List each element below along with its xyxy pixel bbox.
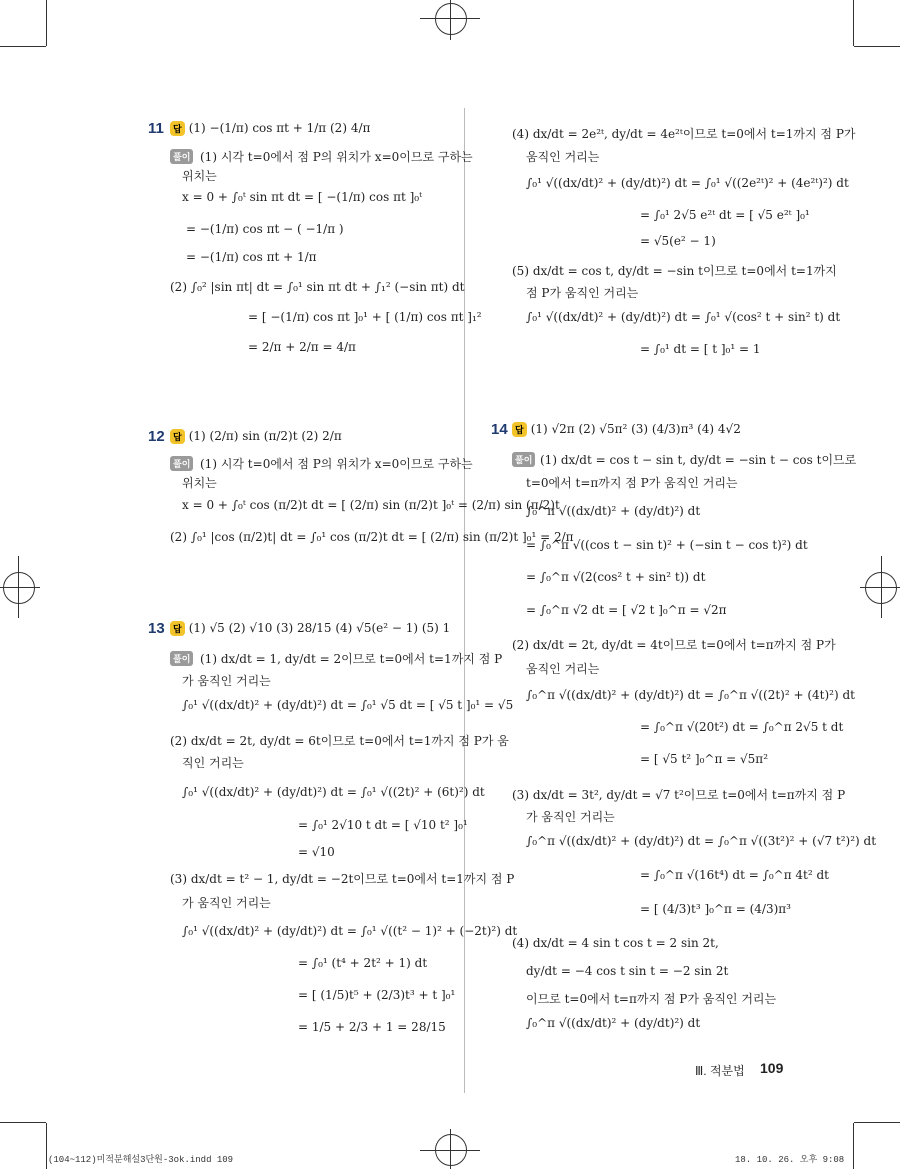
crop-mark bbox=[854, 1122, 900, 1123]
solution-line: = ∫₀¹ (t⁴ + 2t² + 1) dt bbox=[298, 956, 428, 970]
crop-mark bbox=[853, 1123, 854, 1169]
page-number: 109 bbox=[760, 1060, 784, 1076]
answer-text: (1) √5 (2) √10 (3) 28/15 (4) √5(e² − 1) (5) 1 bbox=[188, 621, 451, 635]
problem-number: 13 bbox=[148, 620, 165, 637]
answer-badge: 답 bbox=[170, 621, 185, 636]
solution-line: = [ √5 t² ]₀^π = √5π² bbox=[640, 752, 769, 766]
crop-mark bbox=[0, 46, 46, 47]
solution-line: ∫₀^π √((dx/dt)² + (dy/dt)²) dt = ∫₀^π √((2t)² + (4t)²) dt bbox=[526, 688, 855, 702]
registration-mark bbox=[860, 587, 900, 588]
crop-mark bbox=[854, 46, 900, 47]
registration-mark bbox=[450, 0, 451, 40]
solution-line: = ∫₀^π √2 dt = [ √2 t ]₀^π = √2π bbox=[526, 603, 727, 617]
problem-number: 12 bbox=[148, 428, 165, 445]
solution-line: 위치는 bbox=[182, 169, 217, 183]
solution-badge: 풀이 bbox=[170, 456, 193, 471]
solution-line: 움직인 거리는 bbox=[526, 662, 600, 676]
answer-badge: 답 bbox=[170, 121, 185, 136]
solution-line: 움직인 거리는 bbox=[526, 150, 600, 164]
answer-line bbox=[512, 422, 741, 437]
solution-line: = √10 bbox=[298, 845, 335, 859]
solution-line: (1) dx/dt = 1, dy/dt = 2이므로 t=0에서 t=1까지 점 P bbox=[200, 652, 503, 666]
answer-text: (1) √2π (2) √5π² (3) (4/3)π³ (4) 4√2 bbox=[530, 422, 741, 436]
solution-line: (2) dx/dt = 2t, dy/dt = 6t이므로 t=0에서 t=1까지 점 P가 움 bbox=[170, 734, 509, 748]
solution-line: x = 0 + ∫₀ᵗ sin πt dt = [ −(1/π) cos πt ]₀ᵗ bbox=[182, 190, 423, 204]
file-slug: (104~112)미적분해설3단원-3ok.indd 109 bbox=[48, 1155, 234, 1165]
solution-line: 가 움직인 거리는 bbox=[526, 810, 615, 824]
crop-mark bbox=[0, 1122, 46, 1123]
section-title: Ⅲ. 적분법 bbox=[695, 1064, 745, 1078]
solution-line: ∫₀^π √((dx/dt)² + (dy/dt)²) dt = ∫₀^π √((3t²)² + (√7 t²)²) dt bbox=[526, 834, 877, 848]
solution-line: ∫₀^π √((dx/dt)² + (dy/dt)²) dt bbox=[526, 1016, 701, 1030]
answer-line bbox=[170, 121, 370, 136]
solution-label bbox=[512, 452, 539, 467]
solution-line: = ∫₀^π √((cos t − sin t)² + (−sin t − cos t)²) dt bbox=[526, 538, 808, 552]
solution-line: (3) dx/dt = 3t², dy/dt = √7 t²이므로 t=0에서 t=π까지 점 P bbox=[512, 788, 846, 802]
column-divider bbox=[464, 108, 465, 1093]
problem-number: 11 bbox=[148, 120, 164, 137]
registration-mark bbox=[3, 572, 35, 604]
problem-number: 14 bbox=[491, 421, 508, 438]
solution-line: = −(1/π) cos πt − ( −1/π ) bbox=[186, 222, 344, 236]
solution-line: (4) dx/dt = 2e²ᵗ, dy/dt = 4e²ᵗ이므로 t=0에서 t=1까지 점 P가 bbox=[512, 127, 856, 141]
solution-line: = −(1/π) cos πt + 1/π bbox=[186, 250, 317, 264]
solution-line: = [ (1/5)t⁵ + (2/3)t³ + t ]₀¹ bbox=[298, 988, 456, 1002]
crop-mark bbox=[46, 1123, 47, 1169]
solution-line: = 2/π + 2/π = 4/π bbox=[248, 340, 356, 354]
answer-text: (1) (2/π) sin (π/2)t (2) 2/π bbox=[188, 429, 342, 443]
solution-label bbox=[170, 149, 197, 164]
solution-line: dy/dt = −4 cos t sin t = −2 sin 2t bbox=[526, 964, 729, 978]
solution-label bbox=[170, 651, 197, 666]
solution-line: (2) ∫₀² |sin πt| dt = ∫₀¹ sin πt dt + ∫₁² (−sin πt) dt bbox=[170, 280, 465, 294]
answer-badge: 답 bbox=[170, 429, 185, 444]
solution-line: 가 움직인 거리는 bbox=[182, 674, 271, 688]
solution-line: = 1/5 + 2/3 + 1 = 28/15 bbox=[298, 1020, 446, 1034]
solution-line: 가 움직인 거리는 bbox=[182, 896, 271, 910]
solution-line: (4) dx/dt = 4 sin t cos t = 2 sin 2t, bbox=[512, 936, 719, 950]
solution-line: ∫₀¹ √((dx/dt)² + (dy/dt)²) dt = ∫₀¹ √((2t)² + (6t)²) dt bbox=[182, 785, 485, 799]
solution-line: (1) 시각 t=0에서 점 P의 위치가 x=0이므로 구하는 bbox=[200, 150, 473, 164]
solution-line: = [ −(1/π) cos πt ]₀¹ + [ (1/π) cos πt ]₁² bbox=[248, 310, 482, 324]
solution-line: (5) dx/dt = cos t, dy/dt = −sin t이므로 t=0에서 t=1까지 bbox=[512, 264, 837, 278]
answer-line bbox=[170, 621, 450, 636]
solution-badge: 풀이 bbox=[170, 651, 193, 666]
solution-line: x = 0 + ∫₀ᵗ cos (π/2)t dt = [ (2/π) sin (π/2)t ]₀ᵗ = (2/π) sin (π/2)t bbox=[182, 498, 560, 512]
registration-mark bbox=[435, 3, 467, 35]
solution-line: = ∫₀^π √(20t²) dt = ∫₀^π 2√5 t dt bbox=[640, 720, 844, 734]
answer-text: (1) −(1/π) cos πt + 1/π (2) 4/π bbox=[188, 121, 371, 135]
solution-line: ∫₀¹ √((dx/dt)² + (dy/dt)²) dt = ∫₀¹ √(cos² t + sin² t) dt bbox=[526, 310, 841, 324]
solution-line: (3) dx/dt = t² − 1, dy/dt = −2t이므로 t=0에서 t=1까지 점 P bbox=[170, 872, 515, 886]
solution-line: ∫₀^π √((dx/dt)² + (dy/dt)²) dt bbox=[526, 504, 701, 518]
solution-line: (2) ∫₀¹ |cos (π/2)t| dt = ∫₀¹ cos (π/2)t dt = [ (2/π) sin (π/2)t ]₀¹ = 2/π bbox=[170, 530, 574, 544]
solution-line: t=0에서 t=π까지 점 P가 움직인 거리는 bbox=[526, 476, 738, 490]
print-timestamp: 18. 10. 26. 오후 9:08 bbox=[735, 1155, 845, 1165]
solution-badge: 풀이 bbox=[170, 149, 193, 164]
solution-line: (1) dx/dt = cos t − sin t, dy/dt = −sin t − cos t이므로 bbox=[540, 453, 857, 467]
solution-line: = [ (4/3)t³ ]₀^π = (4/3)π³ bbox=[640, 902, 791, 916]
solution-line: ∫₀¹ √((dx/dt)² + (dy/dt)²) dt = ∫₀¹ √((t² − 1)² + (−2t)²) dt bbox=[182, 924, 518, 938]
solution-line: ∫₀¹ √((dx/dt)² + (dy/dt)²) dt = ∫₀¹ √5 dt = [ √5 t ]₀¹ = √5 bbox=[182, 698, 514, 712]
solution-line: = √5(e² − 1) bbox=[640, 234, 716, 248]
solution-line: (1) 시각 t=0에서 점 P의 위치가 x=0이므로 구하는 bbox=[200, 457, 473, 471]
solution-badge: 풀이 bbox=[512, 452, 535, 467]
registration-mark bbox=[0, 587, 40, 588]
solution-line: (2) dx/dt = 2t, dy/dt = 4t이므로 t=0에서 t=π까지 점 P가 bbox=[512, 638, 836, 652]
crop-mark bbox=[46, 0, 47, 46]
solution-line: = ∫₀¹ 2√10 t dt = [ √10 t² ]₀¹ bbox=[298, 818, 468, 832]
solution-label bbox=[170, 456, 197, 471]
solution-line: 직인 거리는 bbox=[182, 756, 244, 770]
solution-line: = ∫₀¹ dt = [ t ]₀¹ = 1 bbox=[640, 342, 761, 356]
answer-line bbox=[170, 429, 342, 444]
solution-line: = ∫₀^π √(16t⁴) dt = ∫₀^π 4t² dt bbox=[640, 868, 830, 882]
solution-line: 점 P가 움직인 거리는 bbox=[526, 286, 639, 300]
solution-line: 위치는 bbox=[182, 476, 217, 490]
answer-badge: 답 bbox=[512, 422, 527, 437]
solution-line: = ∫₀¹ 2√5 e²ᵗ dt = [ √5 e²ᵗ ]₀¹ bbox=[640, 208, 810, 222]
solution-line: = ∫₀^π √(2(cos² t + sin² t)) dt bbox=[526, 570, 706, 584]
registration-mark bbox=[450, 1129, 451, 1169]
solution-line: 이므로 t=0에서 t=π까지 점 P가 움직인 거리는 bbox=[526, 992, 777, 1006]
crop-mark bbox=[853, 0, 854, 46]
solution-line: ∫₀¹ √((dx/dt)² + (dy/dt)²) dt = ∫₀¹ √((2e²ᵗ)² + (4e²ᵗ)²) dt bbox=[526, 176, 849, 190]
